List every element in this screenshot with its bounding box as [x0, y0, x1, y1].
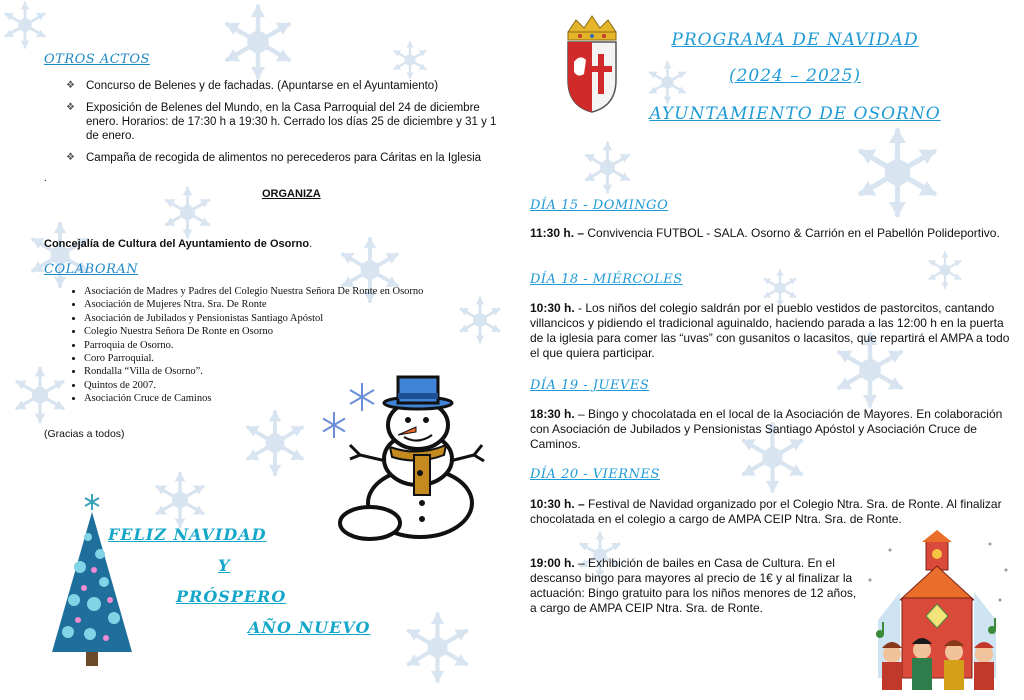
organiza-title: ORGANIZA	[262, 188, 321, 200]
program-years: (2024 – 2025)	[728, 66, 862, 86]
wish-line-2: Y	[218, 556, 231, 575]
separator-dot: .	[44, 173, 47, 184]
diamond-bullet-icon: ❖	[66, 80, 75, 91]
event-day-20-evening: 19:00 h. – Exhibición de bailes en Casa de Cultura. En el descanso bingo para mayores al precio de 1€ y al finalizar la actuación: Bingo gratuito para los niños menores de 12 años, a cargo de AMPA CEIP Ntra. Sra. de Ronte.	[530, 556, 857, 615]
tree-top-flake-icon	[85, 494, 99, 510]
snowman-illustration	[310, 375, 490, 545]
list-item: • Asociación Cruce de Caminos	[84, 392, 514, 405]
list-item: • Coro Parroquial.	[84, 352, 514, 365]
snowflake-icon	[580, 140, 635, 195]
day-20-header: DÍA 20 - VIERNES	[530, 467, 660, 482]
snowflake-icon	[400, 610, 475, 685]
christmas-tree-illustration	[48, 492, 136, 668]
church-carolers-illustration	[860, 530, 1018, 696]
day-18-header: DÍA 18 - MIÉRCOLES	[530, 272, 683, 287]
diamond-bullet-icon: ❖	[66, 152, 75, 163]
event-day-18: 10:30 h. - Los niños del colegio saldrán por el pueblo vestidos de pastorcitos, cantando villancicos y pidiendo el tradicional aguinaldo, haciendo parada a las 12:00 h en la puerta de la iglesia para comer las “uvas” con gusanitos o lacasitos, que repartirá el AMPA a todo el que quiera participar.	[530, 301, 1010, 360]
snowflake-icon	[850, 125, 945, 220]
list-item: ❖ Campaña de recogida de alimentos no perecederos para Cáritas en la Iglesia	[66, 152, 482, 164]
small-snowflake-icon	[323, 412, 345, 438]
wish-line-1: FELIZ NAVIDAD	[108, 525, 267, 544]
list-item: • Quintos de 2007.	[84, 379, 514, 392]
diamond-bullet-icon: ❖	[66, 102, 75, 113]
event-day-15: 11:30 h. – Convivencia FUTBOL - SALA. Osorno & Carrión en el Pabellón Polideportivo.	[530, 226, 1000, 240]
wish-line-4: AÑO NUEVO	[248, 618, 371, 637]
list-item: • Rondalla “Villa de Osorno”.	[84, 365, 514, 378]
event-day-19: 18:30 h. – Bingo y chocolatada en el local de la Asociación de Mayores. En colaboración con Asociación de Jubilados y Pensionistas Santiago Apóstol y Asociación Cruce de Caminos.	[530, 407, 1003, 451]
snowflake-icon	[0, 0, 50, 50]
program-title: PROGRAMA DE NAVIDAD	[671, 30, 919, 50]
list-item: • Asociación de Madres y Padres del Colegio Nuestra Señora De Ronte en Osorno	[84, 285, 514, 298]
small-snowflake-icon	[350, 383, 374, 411]
day-19-header: DÍA 19 - JUEVES	[530, 378, 650, 393]
otros-actos-list	[44, 79, 514, 165]
snowflake-icon	[150, 470, 210, 530]
day-15-header: DÍA 15 - DOMINGO	[530, 198, 669, 213]
colaboran-title: COLABORAN	[44, 262, 139, 277]
organiza-text: Concejalía de Cultura del Ayuntamiento de Osorno.	[44, 238, 313, 250]
list-item: • Parroquia de Osorno.	[84, 339, 514, 352]
otros-actos-title: OTROS ACTOS	[44, 52, 150, 67]
list-item: • Asociación de Jubilados y Pensionistas Santiago Apóstol	[84, 312, 514, 325]
list-item: • Asociación de Mujeres Ntra. Sra. De Ronte	[84, 298, 514, 311]
wish-line-3: PRÓSPERO	[176, 587, 287, 606]
gracias-text: (Gracias a todos)	[44, 427, 125, 440]
snowflake-icon	[925, 250, 965, 290]
coat-of-arms-icon	[560, 14, 624, 114]
event-day-20-morning: 10:30 h. – Festival de Navidad organizado por el Colegio Ntra. Sra. de Ronte. Al finalizar chocolatada en el colegio a cargo de AMPA CEIP Ntra. Sra. de Ronte.	[530, 497, 1002, 526]
list-item: ❖ Exposición de Belenes del Mundo, en la Casa Parroquial del 24 de diciembre enero. Horarios: de 17:30 h a 19:30 h. Cerrado los días 25 de diciembre y 31 y 1 de enero.	[66, 102, 497, 142]
town-hall-title: AYUNTAMIENTO DE OSORNO	[649, 104, 941, 124]
list-item: ❖ Concurso de Belenes y de fachadas. (Apuntarse en el Ayuntamiento)	[66, 80, 439, 92]
list-item: • Colegio Nuestra Señora De Ronte en Osorno	[84, 325, 514, 338]
